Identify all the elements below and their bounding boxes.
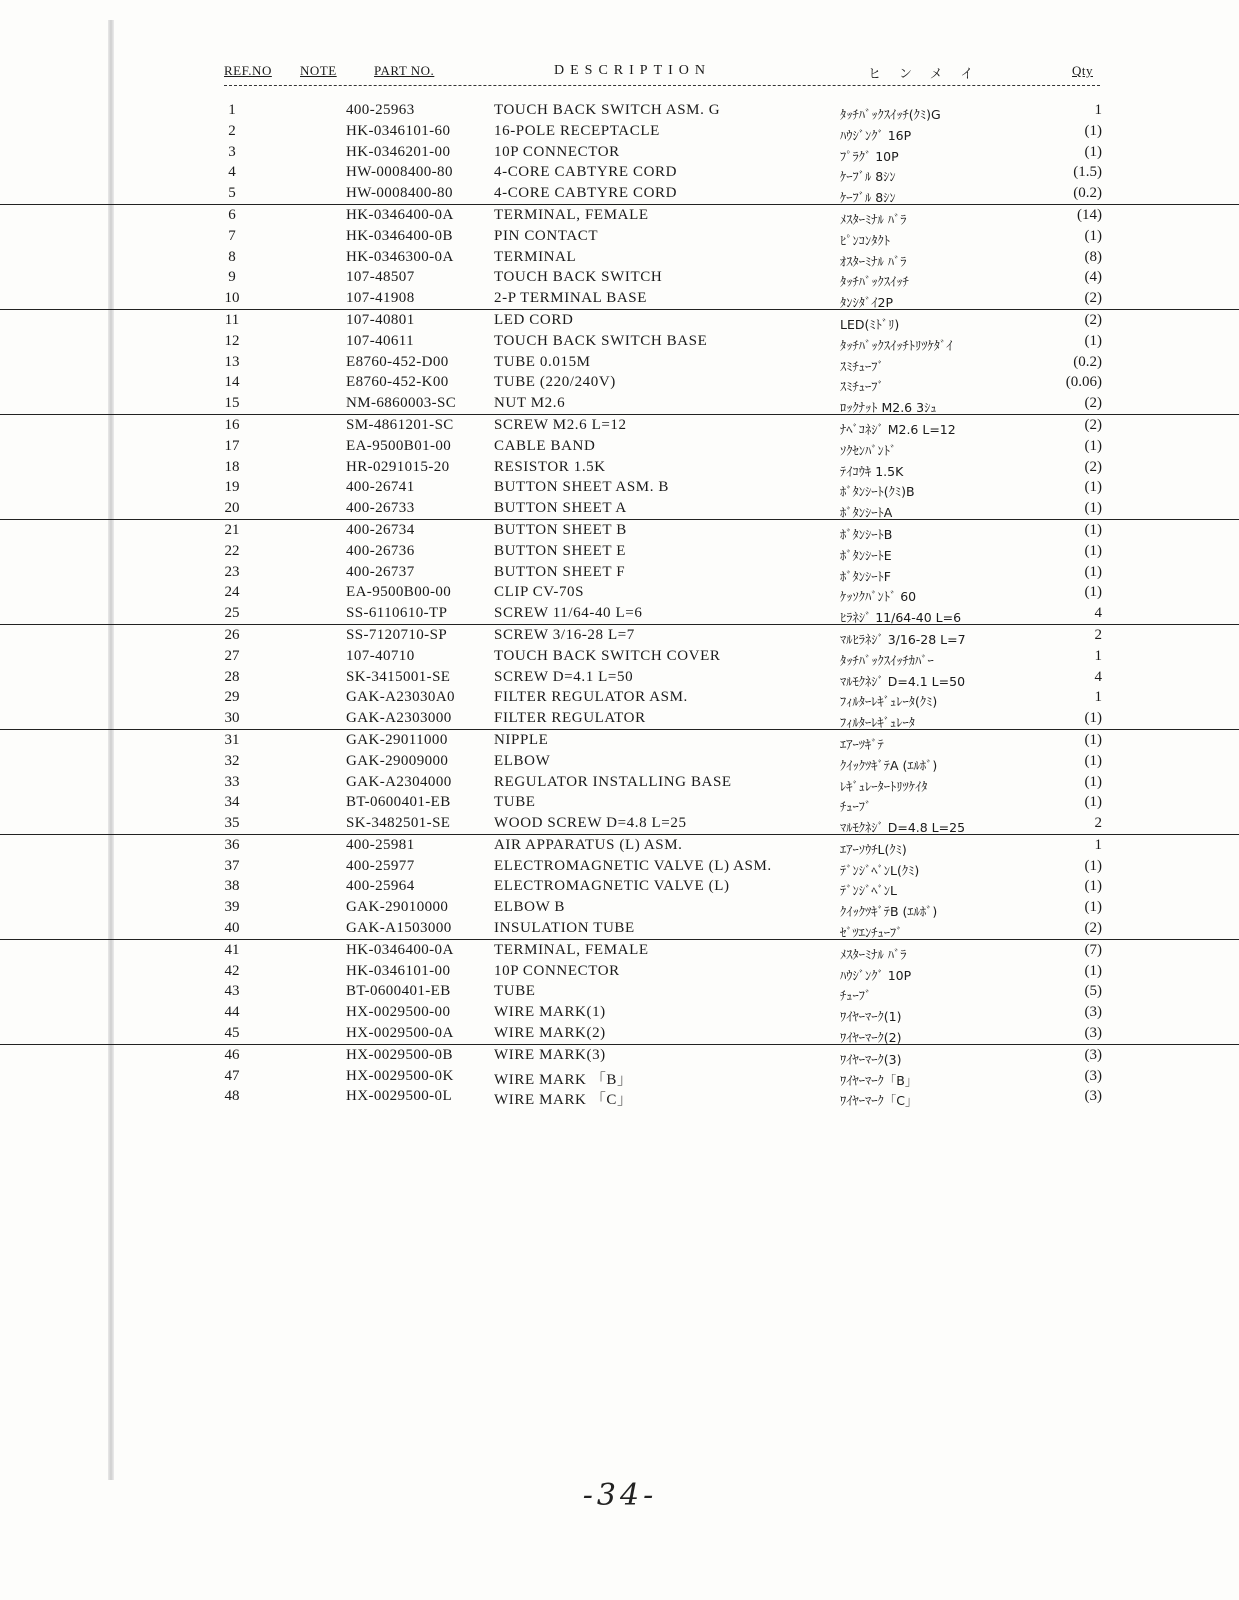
description-cell: NUT M2.6 [494,395,566,412]
part-no-cell: HK-0346400-0A [346,206,454,223]
table-row [0,876,1239,897]
kana-cell: ﾒｽﾀｰﾐﾅﾙ ﾊﾞﾗ [840,946,907,962]
part-no-cell: HK-0346400-0B [346,227,453,244]
part-no-cell: E8760-452-K00 [346,374,449,391]
table-row [0,309,1239,331]
part-no-cell: 400-25963 [346,102,415,118]
part-no-cell: HK-0346101-00 [346,962,451,979]
qty-cell: (1) [1084,878,1102,895]
part-no-cell: 107-40611 [346,332,415,349]
part-no-cell: EA-9500B00-00 [346,584,452,601]
qty-cell: (0.06) [1065,374,1102,391]
qty-cell: 1 [1094,689,1102,706]
kana-cell: ﾌﾟﾗｸﾞ 10P [840,148,899,164]
part-no-cell: BT-0600401-EB [346,983,451,1000]
table-row [0,729,1239,751]
description-cell: SCREW 3/16-28 L=7 [494,626,635,643]
qty-cell: (1) [1084,962,1102,979]
ref-no-cell: 12 [224,332,240,349]
description-cell: TERMINAL, FEMALE [494,941,649,958]
description-cell: SCREW 11/64-40 L=6 [494,605,643,622]
table-row [0,981,1239,1002]
description-cell: WIRE MARK(1) [494,1004,606,1021]
description-cell: TUBE [494,983,536,1000]
qty-cell: (0.2) [1073,185,1102,202]
ref-no-cell: 7 [228,227,236,244]
ref-no-cell: 23 [224,563,240,580]
description-cell: LED CORD [494,311,574,328]
part-no-cell: HX-0029500-0B [346,1046,453,1063]
kana-cell: ﾒｽﾀｰﾐﾅﾙ ﾊﾞﾗ [840,211,907,227]
table-row [0,100,1239,121]
ref-no-cell: 35 [224,815,240,832]
table-row [0,562,1239,583]
kana-cell: ｽﾐﾁｭｰﾌﾞ [840,379,884,395]
ref-no-cell: 25 [224,605,240,622]
part-no-cell: 107-40710 [346,647,415,664]
table-row [0,121,1239,142]
part-no-cell: HR-0291015-20 [346,458,450,475]
table-row [0,834,1239,856]
part-no-cell: HW-0008400-80 [346,164,453,181]
description-cell: CLIP CV-70S [494,584,585,601]
kana-cell: ﾀｯﾁﾊﾞｯｸｽｲｯﾁﾄﾘﾂｹﾀﾞｲ [840,337,953,353]
part-no-cell: SS-7120710-SP [346,626,448,643]
table-row [0,414,1239,436]
description-cell: TUBE [494,794,536,811]
header-rule [224,85,1100,86]
qty-cell: (1) [1084,752,1102,769]
ref-no-cell: 16 [224,416,240,433]
kana-cell: ﾁｭｰﾌﾞ [840,988,872,1004]
qty-cell: (2) [1084,920,1102,937]
table-row [0,331,1239,352]
ref-no-cell: 42 [224,962,240,979]
description-cell: WOOD SCREW D=4.8 L=25 [494,815,687,832]
description-cell: PIN CONTACT [494,227,599,244]
kana-cell: ｽﾐﾁｭｰﾌﾞ [840,358,884,374]
description-cell: AIR APPARATUS (L) ASM. [494,836,683,853]
kana-cell: ﾛｯｸﾅｯﾄ M2.6 3ｼｭ [840,400,937,416]
description-cell: BUTTON SHEET F [494,563,626,580]
table-row [0,708,1239,729]
table-row [0,646,1239,667]
ref-no-cell: 34 [224,794,240,811]
header-note: NOTE [300,63,337,78]
part-no-cell: 400-25964 [346,878,415,895]
description-cell: WIRE MARK(3) [494,1046,606,1063]
kana-cell: ﾃﾞﾝｼﾞﾍﾞﾝL [840,883,897,899]
kana-cell: ﾎﾞﾀﾝｼｰﾄA [840,505,893,521]
part-no-cell: 107-41908 [346,290,415,307]
kana-cell: ﾜｲﾔｰﾏｰｸ「B」 [840,1072,918,1088]
kana-cell: ﾊｳｼﾞﾝｸﾞ 10P [840,967,912,983]
ref-no-cell: 3 [228,143,236,160]
kana-cell: ﾁｭｰﾌﾞ [840,799,872,815]
kana-cell: ﾀｯﾁﾊﾞｯｸｽｲｯﾁ [840,274,909,290]
qty-cell: (2) [1084,458,1102,475]
part-no-cell: 107-48507 [346,269,415,286]
ref-no-cell: 5 [228,185,236,202]
header-description: DESCRIPTION [554,63,712,78]
qty-cell: (1) [1084,794,1102,811]
description-cell: 4-CORE CABTYRE CORD [494,164,678,181]
description-cell: WIRE MARK(2) [494,1025,606,1042]
qty-cell: (1) [1084,500,1102,517]
qty-cell: (4) [1084,269,1102,286]
description-cell: TUBE 0.015M [494,353,591,370]
description-cell: ELBOW B [494,899,566,916]
kana-cell: ｿｸｾﾝﾊﾞﾝﾄﾞ [840,442,897,458]
ref-no-cell: 31 [224,731,240,748]
ref-no-cell: 48 [224,1088,240,1105]
part-no-cell: 400-25977 [346,857,415,874]
qty-cell: (3) [1084,1004,1102,1021]
table-row [0,897,1239,918]
ref-no-cell: 13 [224,353,240,370]
qty-cell: (5) [1084,983,1102,1000]
part-no-cell: 400-26733 [346,500,415,517]
table-row [0,939,1239,961]
description-cell: WIRE MARK 「B」 [494,1071,633,1088]
description-cell: TOUCH BACK SWITCH COVER [494,647,721,664]
table-row [0,813,1239,834]
ref-no-cell: 46 [224,1046,240,1063]
parts-table [0,100,1239,1107]
part-no-cell: GAK-29011000 [346,731,448,748]
description-cell: 16-POLE RECEPTACLE [494,122,660,139]
qty-cell: (1) [1084,437,1102,454]
kana-cell: ｹｰﾌﾞﾙ 8ｼﾝ [840,190,896,206]
ref-no-cell: 22 [224,542,240,559]
ref-no-cell: 32 [224,752,240,769]
description-cell: TERMINAL, FEMALE [494,206,649,223]
table-row [0,751,1239,772]
description-cell: 10P CONNECTOR [494,962,620,979]
qty-cell: (1) [1084,773,1102,790]
part-no-cell: SK-3482501-SE [346,815,451,832]
part-no-cell: HK-0346300-0A [346,248,454,265]
description-cell: CABLE BAND [494,437,596,454]
ref-no-cell: 14 [224,374,240,391]
qty-cell: (1) [1084,731,1102,748]
description-cell: NIPPLE [494,731,549,748]
table-row [0,918,1239,939]
header-kana: ヒンメイ [868,66,992,81]
table-row [0,142,1239,163]
description-cell: BUTTON SHEET B [494,521,627,538]
qty-cell: (1) [1084,122,1102,139]
ref-no-cell: 19 [224,479,240,496]
part-no-cell: HX-0029500-0L [346,1088,453,1105]
qty-cell: (14) [1077,206,1102,223]
qty-cell: (3) [1084,1088,1102,1105]
table-row [0,457,1239,478]
table-row [0,288,1239,309]
table-row [0,267,1239,288]
ref-no-cell: 43 [224,983,240,1000]
qty-cell: (1.5) [1073,164,1102,181]
ref-no-cell: 38 [224,878,240,895]
kana-cell: ﾋﾗﾈｼﾞ 11/64-40 L=6 [840,610,962,626]
description-cell: REGULATOR INSTALLING BASE [494,773,732,790]
part-no-cell: HX-0029500-00 [346,1004,451,1021]
ref-no-cell: 2 [228,122,236,139]
table-row [0,603,1239,624]
qty-cell: (2) [1084,290,1102,307]
table-row [0,498,1239,519]
table-row [0,477,1239,498]
kana-cell: ｸｲｯｸﾂｷﾞﾃA (ｴﾙﾎﾞ) [840,757,938,773]
qty-cell: (3) [1084,1046,1102,1063]
ref-no-cell: 4 [228,164,236,181]
kana-cell: ﾀｯﾁﾊﾞｯｸｽｲｯﾁ(ｸﾐ)G [840,107,941,122]
qty-cell: (1) [1084,563,1102,580]
part-no-cell: E8760-452-D00 [346,353,449,370]
qty-cell: (3) [1084,1025,1102,1042]
table-row [0,1044,1239,1066]
description-cell: BUTTON SHEET ASM. B [494,479,670,496]
ref-no-cell: 28 [224,668,240,685]
part-no-cell: GAK-A1503000 [346,920,452,937]
description-cell: 4-CORE CABTYRE CORD [494,185,678,202]
kana-cell: ﾜｲﾔｰﾏｰｸ(1) [840,1009,902,1025]
ref-no-cell: 39 [224,899,240,916]
description-cell: 2-P TERMINAL BASE [494,290,647,307]
description-cell: FILTER REGULATOR [494,710,646,727]
part-no-cell: GAK-A2303000 [346,710,452,727]
ref-no-cell: 26 [224,626,240,643]
kana-cell: ﾃﾞﾝｼﾞﾍﾞﾝL(ｸﾐ) [840,862,920,878]
qty-cell: (1) [1084,899,1102,916]
kana-cell: ﾋﾟﾝｺﾝﾀｸﾄ [840,232,891,248]
part-no-cell: HK-0346101-60 [346,122,451,139]
part-no-cell: SS-6110610-TP [346,605,448,622]
qty-cell: (1) [1084,479,1102,496]
table-row [0,226,1239,247]
ref-no-cell: 44 [224,1004,240,1021]
table-row [0,1066,1239,1087]
table-row [0,792,1239,813]
ref-no-cell: 1 [228,102,236,118]
table-row [0,436,1239,457]
table-row [0,162,1239,183]
kana-cell: ﾏﾙﾓｸﾈｼﾞ D=4.8 L=25 [840,820,966,836]
table-row [0,204,1239,226]
table-row [0,582,1239,603]
part-no-cell: HX-0029500-0K [346,1067,454,1084]
table-row [0,667,1239,688]
description-cell: BUTTON SHEET E [494,542,627,559]
kana-cell: ﾊｳｼﾞﾝｸﾞ 16P [840,127,912,143]
kana-cell: ﾜｲﾔｰﾏｰｸ(3) [840,1051,902,1067]
part-no-cell: SK-3415001-SE [346,668,451,685]
table-row [0,372,1239,393]
description-cell: SCREW M2.6 L=12 [494,416,627,433]
table-row [0,1002,1239,1023]
qty-cell: (1) [1084,332,1102,349]
qty-cell: (1) [1084,710,1102,727]
ref-no-cell: 6 [228,206,236,223]
ref-no-cell: 24 [224,584,240,601]
ref-no-cell: 9 [228,269,236,286]
kana-cell: ﾀｯﾁﾊﾞｯｸｽｲｯﾁｶﾊﾞｰ [840,652,934,668]
description-cell: TOUCH BACK SWITCH ASM. G [494,102,721,118]
kana-cell: ﾌｨﾙﾀｰﾚｷﾞｭﾚｰﾀ(ｸﾐ) [840,694,938,710]
header-part-no: PART NO. [374,63,435,78]
description-cell: ELECTROMAGNETIC VALVE (L) [494,878,730,895]
ref-no-cell: 40 [224,920,240,937]
qty-cell: 4 [1094,668,1102,685]
part-no-cell: 400-26736 [346,542,415,559]
ref-no-cell: 21 [224,521,240,538]
description-cell: TOUCH BACK SWITCH BASE [494,332,708,349]
part-no-cell: 400-26741 [346,479,415,496]
part-no-cell: GAK-A23030A0 [346,689,455,706]
part-no-cell: HW-0008400-80 [346,185,453,202]
part-no-cell: BT-0600401-EB [346,794,451,811]
description-cell: ELECTROMAGNETIC VALVE (L) ASM. [494,857,772,874]
table-row [0,183,1239,204]
qty-cell: (8) [1084,248,1102,265]
description-cell: ELBOW [494,752,551,769]
kana-cell: ﾎﾞﾀﾝｼｰﾄ(ｸﾐ)B [840,484,915,500]
kana-cell: ﾎﾞﾀﾝｼｰﾄB [840,526,893,542]
qty-cell: (0.2) [1073,353,1102,370]
table-header [0,63,1239,93]
qty-cell: 2 [1094,626,1102,643]
description-cell: SCREW D=4.1 L=50 [494,668,634,685]
table-row [0,247,1239,268]
description-cell: BUTTON SHEET A [494,500,627,517]
kana-cell: ｴｱｰｿｳﾁL(ｸﾐ) [840,841,907,857]
table-row [0,624,1239,646]
table-row [0,961,1239,982]
qty-cell: (7) [1084,941,1102,958]
kana-cell: ﾎﾞﾀﾝｼｰﾄE [840,547,892,563]
kana-cell: ﾜｲﾔｰﾏｰｸ「C」 [840,1093,918,1109]
ref-no-cell: 47 [224,1067,240,1084]
ref-no-cell: 41 [224,941,240,958]
part-no-cell: 400-25981 [346,836,415,853]
ref-no-cell: 10 [224,290,240,307]
part-no-cell: HK-0346400-0A [346,941,454,958]
ref-no-cell: 33 [224,773,240,790]
qty-cell: (1) [1084,542,1102,559]
qty-cell: 1 [1094,102,1102,118]
kana-cell: ｴｱｰﾂｷﾞﾃ [840,736,884,752]
kana-cell: ﾌｨﾙﾀｰﾚｷﾞｭﾚｰﾀ [840,715,916,731]
kana-cell: ｹｰﾌﾞﾙ 8ｼﾝ [840,169,896,185]
kana-cell: ｾﾞﾂｴﾝﾁｭｰﾌﾞ [840,925,903,941]
ref-no-cell: 27 [224,647,240,664]
description-cell: WIRE MARK 「C」 [494,1092,633,1109]
kana-cell: LED(ﾐﾄﾞﾘ) [840,316,900,332]
part-no-cell: NM-6860003-SC [346,395,457,412]
ref-no-cell: 36 [224,836,240,853]
qty-cell: (1) [1084,857,1102,874]
kana-cell: ﾅﾍﾞｺﾈｼﾞ M2.6 L=12 [840,421,956,437]
qty-cell: 1 [1094,836,1102,853]
table-row [0,352,1239,373]
part-no-cell: HX-0029500-0A [346,1025,454,1042]
description-cell: RESISTOR 1.5K [494,458,606,475]
ref-no-cell: 45 [224,1025,240,1042]
table-row [0,393,1239,414]
description-cell: INSULATION TUBE [494,920,635,937]
kana-cell: ﾚｷﾞｭﾚｰﾀｰﾄﾘﾂｹｲﾀ [840,778,928,794]
table-row [0,856,1239,877]
table-row [0,541,1239,562]
qty-cell: 4 [1094,605,1102,622]
kana-cell: ﾎﾞﾀﾝｼｰﾄF [840,568,891,584]
ref-no-cell: 18 [224,458,240,475]
table-row [0,772,1239,793]
ref-no-cell: 37 [224,857,240,874]
kana-cell: ｵｽﾀｰﾐﾅﾙ ﾊﾞﾗ [840,253,907,269]
ref-no-cell: 20 [224,500,240,517]
qty-cell: (3) [1084,1067,1102,1084]
kana-cell: ﾀﾝｼﾀﾞｲ2P [840,295,893,311]
description-cell: TUBE (220/240V) [494,374,616,391]
description-cell: FILTER REGULATOR ASM. [494,689,688,706]
qty-cell: (2) [1084,311,1102,328]
qty-cell: (1) [1084,521,1102,538]
header-ref-no: REF.NO [224,63,272,78]
kana-cell: ﾏﾙﾋﾗﾈｼﾞ 3/16-28 L=7 [840,631,966,647]
table-row [0,519,1239,541]
part-no-cell: 400-26737 [346,563,415,580]
part-no-cell: 400-26734 [346,521,415,538]
qty-cell: (1) [1084,143,1102,160]
part-no-cell: GAK-A2304000 [346,773,452,790]
table-row [0,1023,1239,1044]
kana-cell: ｹｯｿｸﾊﾞﾝﾄﾞ 60 [840,589,917,605]
kana-cell: ﾜｲﾔｰﾏｰｸ(2) [840,1030,902,1046]
ref-no-cell: 8 [228,248,236,265]
part-no-cell: 107-40801 [346,311,415,328]
ref-no-cell: 15 [224,395,240,412]
ref-no-cell: 17 [224,437,240,454]
ref-no-cell: 30 [224,710,240,727]
qty-cell: (1) [1084,584,1102,601]
part-no-cell: GAK-29010000 [346,899,449,916]
kana-cell: ﾃｲｺｳｷ 1.5K [840,463,904,479]
header-qty: Qty [1072,63,1093,78]
description-cell: TERMINAL [494,248,577,265]
part-no-cell: EA-9500B01-00 [346,437,452,454]
page-number: -34- [582,1478,658,1513]
qty-cell: 2 [1094,815,1102,832]
qty-cell: 1 [1094,647,1102,664]
table-row [0,1086,1239,1107]
qty-cell: (2) [1084,416,1102,433]
description-cell: 10P CONNECTOR [494,143,620,160]
part-no-cell: SM-4861201-SC [346,416,454,433]
part-no-cell: GAK-29009000 [346,752,449,769]
ref-no-cell: 11 [224,311,240,328]
kana-cell: ｸｲｯｸﾂｷﾞﾃB (ｴﾙﾎﾞ) [840,904,938,920]
qty-cell: (1) [1084,227,1102,244]
ref-no-cell: 29 [224,689,240,706]
description-cell: TOUCH BACK SWITCH [494,269,663,286]
qty-cell: (2) [1084,395,1102,412]
table-row [0,687,1239,708]
kana-cell: ﾏﾙﾓｸﾈｼﾞ D=4.1 L=50 [840,673,966,689]
part-no-cell: HK-0346201-00 [346,143,451,160]
